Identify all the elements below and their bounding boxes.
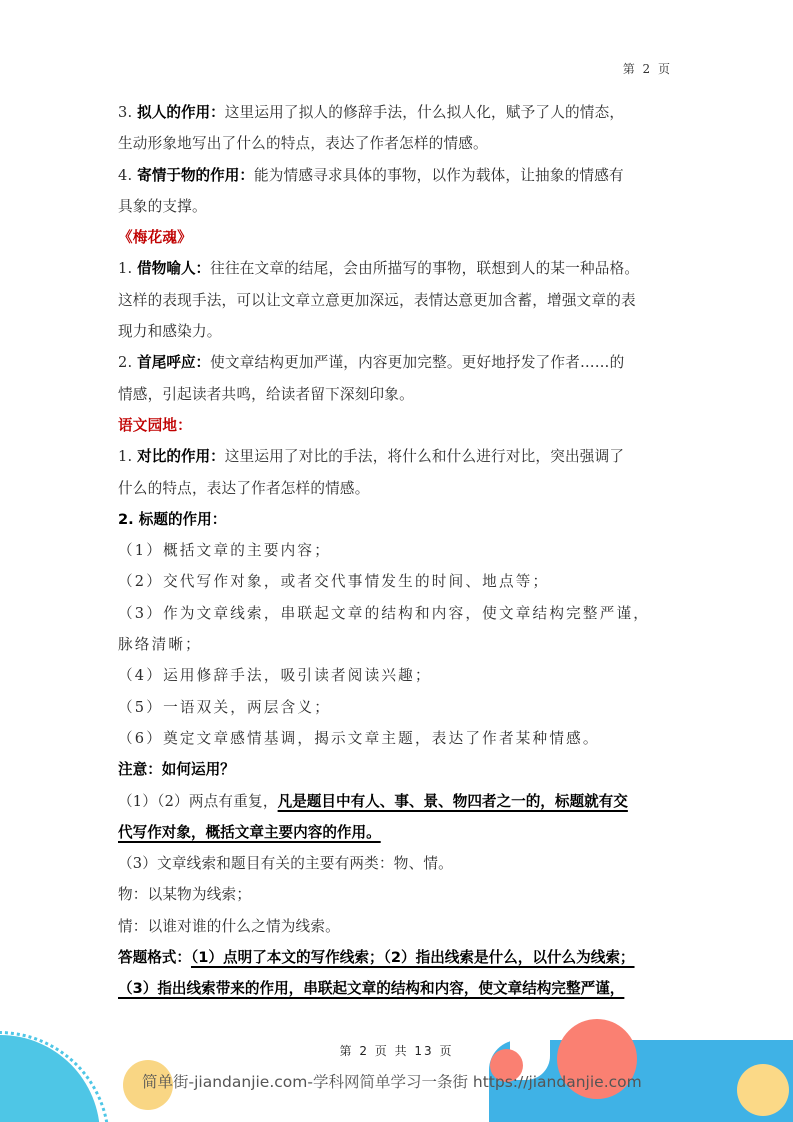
document-body xyxy=(118,97,674,1005)
section-heading-meihuahun: 《梅花魂》 xyxy=(118,229,192,247)
emphasis-text: 代写作对象，概括文章主要内容的作用。 xyxy=(118,823,381,841)
list-item: 脉络清晰； xyxy=(118,636,202,654)
note-heading: 注意：如何运用？ xyxy=(118,761,235,779)
title-function-heading: 2. 标题的作用： xyxy=(118,510,227,528)
paragraph-echo xyxy=(118,347,674,378)
paragraph-text: 什么的特点，表达了作者怎样的情感。 xyxy=(118,479,370,497)
note-text: 物：以某物为线索； xyxy=(118,886,252,904)
list-item: （5）一语双关，两层含义； xyxy=(118,698,332,716)
paragraph-text: 使文章结构更加严谨，内容更加完整。更好地抒发了作者……的 xyxy=(210,354,625,372)
emphasis-text: （3）指出线索带来的作用，串联起文章的结构和内容，使文章结构完整严谨， xyxy=(118,980,625,998)
paragraph-personification xyxy=(118,97,674,128)
paragraph-text: 这里运用了对比的手法，将什么和什么进行对比，突出强调了 xyxy=(224,448,625,466)
term-heading: 寄情于物的作用： xyxy=(137,166,254,184)
section-heading-yuwen-yuandi: 语文园地： xyxy=(118,416,192,434)
paragraph-metaphor xyxy=(118,253,674,284)
term-heading: 借物喻人： xyxy=(137,260,211,278)
answer-format xyxy=(118,942,674,973)
watermark-text: 简单街-jiandanjie.com-学科网简单学习一条街 https://jiandanjie.com xyxy=(142,1073,642,1091)
emphasis-text: 凡是题目中有人、事、景、物四者之一的，标题就有交 xyxy=(277,792,628,810)
list-item: （6）奠定文章感情基调，揭示文章主题，表达了作者某种情感。 xyxy=(118,729,600,747)
item-number: 1. xyxy=(118,260,138,278)
list-item: （1）概括文章的主要内容； xyxy=(118,542,332,560)
paragraph-text: 生动形象地写出了什么的特点，表达了作者怎样的情感。 xyxy=(118,135,488,153)
item-number: 2. xyxy=(118,354,138,372)
note-text: （3）文章线索和题目有关的主要有两类：物、情。 xyxy=(118,855,453,873)
term-heading: 首尾呼应： xyxy=(137,354,211,372)
note-paragraph xyxy=(118,786,674,817)
item-number: 1. xyxy=(118,448,138,466)
item-number: 3. xyxy=(118,104,138,121)
list-item: （4）运用修辞手法，吸引读者阅读兴趣； xyxy=(118,667,432,685)
yellow-circle-decoration xyxy=(737,1064,789,1116)
paragraph-text: 现力和感染力。 xyxy=(118,323,222,341)
note-text: （1）（2）两点有重复， xyxy=(118,792,278,810)
emphasis-text: （1）点明了本文的写作线索；（2）指出线索是什么，以什么为线索； xyxy=(190,949,635,967)
paragraph-emotion-in-objects xyxy=(118,160,674,191)
list-item: （3）作为文章线索，串联起文章的结构和内容，使文章结构完整严谨， xyxy=(118,604,651,622)
page-header-number: 第 2 页 xyxy=(622,62,672,76)
term-heading: 对比的作用： xyxy=(137,448,225,466)
paragraph-text: 往往在文章的结尾，会由所描写的事物，联想到人的某一种品格。 xyxy=(210,260,640,278)
list-item: （2）交代写作对象，或者交代事情发生的时间、地点等； xyxy=(118,573,550,591)
paragraph-text: 这里运用了拟人的修辞手法，什么拟人化，赋予了人的情态， xyxy=(224,104,625,121)
paragraph-text: 这样的表现手法，可以让文章立意更加深远，表情达意更加含蓄，增强文章的表 xyxy=(118,291,636,309)
paragraph-text: 能为情感寻求具体的事物，以作为载体，让抽象的情感有 xyxy=(253,166,624,184)
item-number: 4. xyxy=(118,166,138,184)
footer-page-count: 第 2 页 共 13 页 xyxy=(339,1044,454,1058)
paragraph-text: 具象的支撑。 xyxy=(118,197,207,215)
paragraph-contrast xyxy=(118,441,674,472)
note-text: 情：以谁对谁的什么之情为线索。 xyxy=(118,917,340,935)
answer-format-label: 答题格式： xyxy=(118,949,191,967)
paragraph-text: 情感，引起读者共鸣，给读者留下深刻印象。 xyxy=(118,385,414,403)
term-heading: 拟人的作用： xyxy=(137,104,225,121)
